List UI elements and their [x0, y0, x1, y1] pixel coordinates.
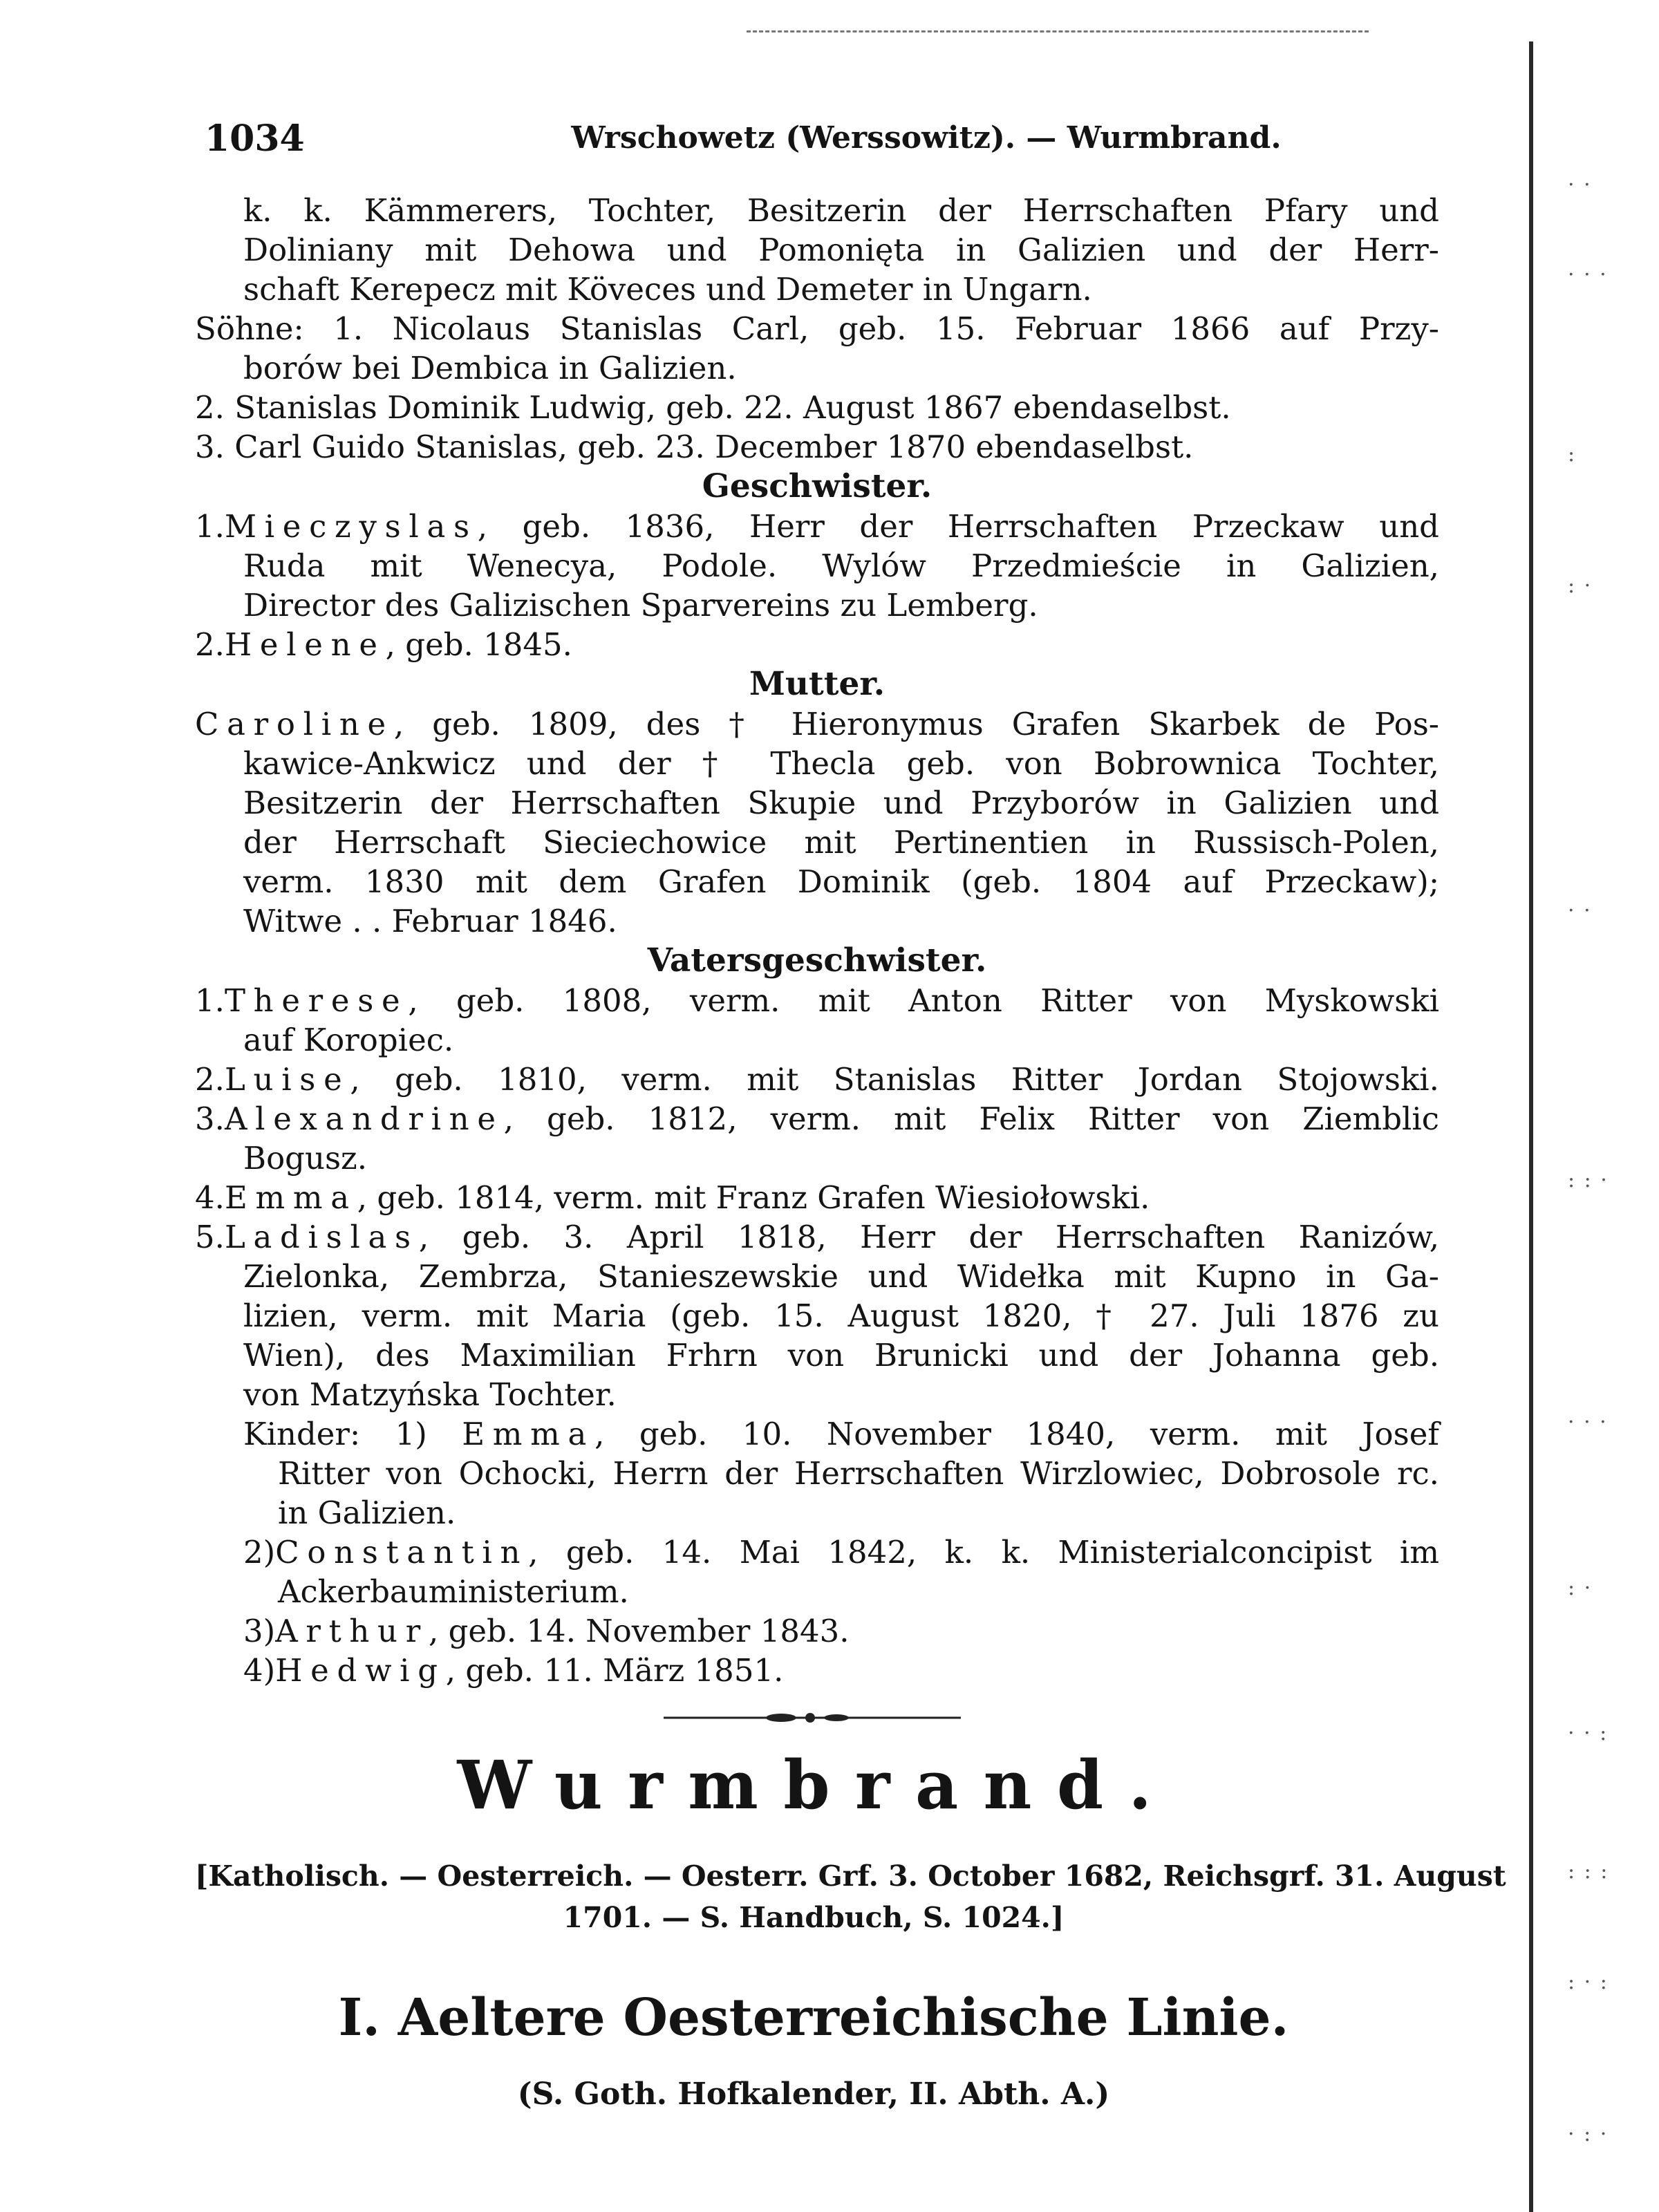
text-line: Wien), des Maximilian Frhrn von Brunicki und der Johanna geb. [243, 1337, 1439, 1374]
running-head: Wrschowetz (Werssowitz). — Wurmbrand. [571, 120, 1282, 156]
text-line: 3. Carl Guido Stanislas, geb. 23. December 1870 ebendaselbst. [195, 429, 1194, 465]
text-line: auf Koropiec. [243, 1022, 454, 1058]
section-heading-geschwister: Geschwister. [702, 467, 932, 505]
entry-number: 4. [195, 1179, 225, 1216]
entry-line [195, 1217, 1439, 1257]
entry-name: Ladislas [224, 1219, 419, 1255]
entry-name: Emma [224, 1179, 357, 1216]
entry-text: , geb. 14. November 1843. [428, 1613, 850, 1649]
entry-text: , geb. 1810, verm. mit Stanislas Ritter Jordan Stojowski. [350, 1061, 1439, 1098]
text-line: Bogusz. [243, 1140, 368, 1177]
entry-line [195, 1611, 1439, 1651]
family-info-line: [Katholisch. — Oesterreich. — Oesterr. Grf. 3. October 1682, Reichsgrf. 31. August [195, 1859, 1506, 1893]
top-edge-rule [747, 30, 1369, 32]
entry-number: 3) [243, 1613, 276, 1649]
entry-name: Alexandrine [224, 1100, 504, 1137]
text-line: kawice-Ankwicz und der † Thecla geb. von Bobrownica Tochter, [243, 745, 1439, 782]
text-line: Ritter von Ochocki, Herrn der Herrschaften Wirzlowiec, Dobrosole rc. [278, 1455, 1439, 1492]
entry-line [195, 1099, 1439, 1138]
entry-number: 1. [195, 982, 225, 1019]
text-line: in Galizien. [278, 1494, 456, 1531]
text-line: der Herrschaft Sieciechowice mit Pertinentien in Russisch-Polen, [243, 824, 1439, 861]
entry-name: Caroline [195, 706, 394, 742]
text-line: 2. Stanislas Dominik Ludwig, geb. 22. August 1867 ebendaselbst. [195, 389, 1231, 426]
entry-number: 3. [195, 1100, 225, 1137]
family-info [195, 1855, 1506, 1938]
lineage-title: I. Aeltere Oesterreichische Linie. [338, 1988, 1289, 2047]
entry-line [195, 1178, 1439, 1217]
entry-text: , geb. 11. März 1851. [445, 1652, 784, 1689]
entry-number: 2) [243, 1534, 276, 1571]
text-line: schaft Kerepecz mit Köveces und Demeter in Ungarn. [243, 271, 1092, 308]
entry-line [195, 625, 1439, 664]
page-number: 1034 [205, 118, 305, 160]
text-line: Ruda mit Wenecya, Podole. Wylów Przedmieście in Galizien, [243, 547, 1439, 584]
entry-text: , geb. 1809, des † Hieronymus Grafen Skarbek de Pos- [393, 706, 1439, 742]
section-heading-mutter: Mutter. [749, 665, 885, 703]
entry-number: 4) [243, 1652, 276, 1689]
entry-text: , geb. 3. April 1818, Herr der Herrschaften Ranizów, [418, 1219, 1439, 1255]
gutter-shadow [1529, 41, 1533, 2212]
entry-text: , geb. 1812, verm. mit Felix Ritter von Ziemblic [503, 1100, 1439, 1137]
text-line: Besitzerin der Herrschaften Skupie und Przyborów in Galizien und [243, 785, 1439, 821]
entry-name: Arthur [275, 1613, 429, 1649]
entry-name: Helene [224, 626, 386, 663]
family-title: Wurmbrand. [457, 1746, 1177, 1824]
entry-name: Emma [462, 1416, 595, 1452]
entry-line [195, 1533, 1439, 1572]
entry-text: , geb. 14. Mai 1842, k. k. Ministerialconcipist im [528, 1534, 1439, 1571]
bleed-through-margin: · · · · · : : · · · : : · · · · : · · · : : : : : · : · : · [1568, 173, 1609, 2146]
section-heading-vatersgeschwister: Vatersgeschwister. [647, 941, 987, 980]
text-line: Söhne: 1. Nicolaus Stanislas Carl, geb. 15. Februar 1866 auf Przy- [195, 310, 1439, 347]
entry-line [195, 1414, 1439, 1454]
entry-number: 2. [195, 1061, 225, 1098]
text-line: k. k. Kämmerers, Tochter, Besitzerin der Herrschaften Pfary und [243, 192, 1439, 229]
entry-text: , geb. 1845. [385, 626, 572, 663]
entry-text: , geb. 1808, verm. mit Anton Ritter von Myskowski [408, 982, 1439, 1019]
entry-line [195, 507, 1439, 546]
family-info-line: 1701. — S. Handbuch, S. 1024.] [563, 1901, 1065, 1934]
kinder-label: Kinder: 1) [243, 1416, 427, 1452]
entry-number: 2. [195, 626, 225, 663]
text-line: Zielonka, Zembrza, Stanieszewskie und Widełka mit Kupno in Ga- [243, 1258, 1439, 1295]
entry-line [195, 1651, 1439, 1690]
entry-text: , geb. 1814, verm. mit Franz Grafen Wiesiołowski. [357, 1179, 1150, 1216]
text-line: Witwe . . Februar 1846. [243, 903, 617, 939]
entry-text: , geb. 1836, Herr der Herrschaften Przeckaw und [477, 508, 1439, 545]
text-line: von Matzyńska Tochter. [243, 1376, 617, 1413]
page-body [195, 191, 1439, 1690]
entry-number: 1. [195, 508, 225, 545]
entry-number: 5. [195, 1219, 225, 1255]
lineage-reference: (S. Goth. Hofkalender, II. Abth. A.) [517, 2077, 1110, 2112]
entry-name: Mieczyslas [224, 508, 478, 545]
text-line: borów bei Dembica in Galizien. [243, 350, 737, 386]
entry-text: , geb. 10. November 1840, verm. mit Josef [594, 1416, 1439, 1452]
entry-line [195, 981, 1439, 1020]
entry-name: Luise [224, 1061, 350, 1098]
entry-name: Hedwig [275, 1652, 446, 1689]
section-divider-ornament [664, 1707, 961, 1728]
entry-name: Constantin [275, 1534, 529, 1571]
page-header [200, 118, 1438, 173]
text-line: Doliniany mit Dehowa und Pomonięta in Galizien und der Herr- [243, 232, 1439, 268]
text-line: Director des Galizischen Sparvereins zu Lemberg. [243, 587, 1038, 624]
text-line: Ackerbauministerium. [278, 1573, 629, 1610]
entry-line [195, 704, 1439, 744]
text-line: verm. 1830 mit dem Grafen Dominik (geb. 1804 auf Przeckaw); [243, 863, 1439, 900]
entry-name: Therese [224, 982, 409, 1019]
entry-line [195, 1060, 1439, 1099]
text-line: lizien, verm. mit Maria (geb. 15. August 1820, † 27. Juli 1876 zu [243, 1297, 1439, 1334]
